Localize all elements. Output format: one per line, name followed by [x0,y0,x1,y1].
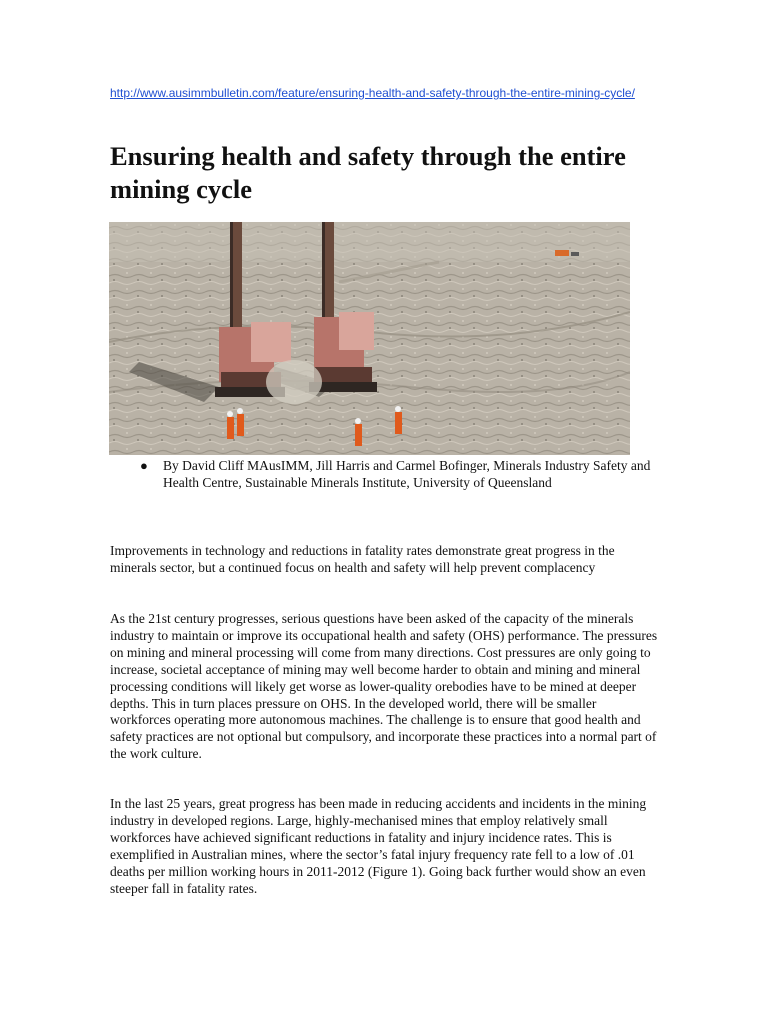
source-url-link[interactable]: http://www.ausimmbulletin.com/feature/ensuring-health-and-safety-through-the-entire-mining-cycle/ [110,86,635,100]
intro-paragraph: Improvements in technology and reductions in fatality rates demonstrate great progress in the minerals sector, but a continued focus on health and safety will help prevent complacency [110,543,615,575]
byline-list [110,457,670,491]
author-byline [110,457,670,491]
drilling-rigs-photo [109,222,630,455]
body-paragraph: In the last 25 years, great progress has been made in reducing accidents and incidents in the mining industry in developed regions. Large, highly-mechanised mines that employ relatively small workforces have achieved significant reductions in fatality and injury incidence rates. This is exemplified in Australian mines, where the sector’s fatal injury frequency rate fell to a low of .01 deaths per million working hours in 2011-2012 (Figure 1). Going back further would show an even steeper fall in fatality rates. [110,796,647,896]
bullet-icon: ● [140,458,148,473]
byline-text: By David Cliff MAusIMM, Jill Harris and Carmel Bofinger, Minerals Industry Safety and Health Centre, Sustainable Minerals Institute, University of Queensland [163,458,651,490]
body-paragraph: As the 21st century progresses, serious questions have been asked of the capacity of the minerals industry to maintain or improve its occupational health and safety (OHS) performance. The pressures on mining and mineral processing will come from many directions. Cost pressures are only going to increase, societal acceptance of mining may well become harder to obtain and mining and mineral processing conditions will likely get worse as lower-quality orebodies have to be mined at deeper depths. This in turn places pressure on OHS. In the developed world, there will be smaller workforces operating more autonomous machines. The challenge is to ensure that good health and safety practices are not optional but compulsory, and incorporate these practices into a normal part of the work culture. [110,611,658,762]
article-title: Ensuring health and safety through the entire mining cycle [110,141,626,204]
